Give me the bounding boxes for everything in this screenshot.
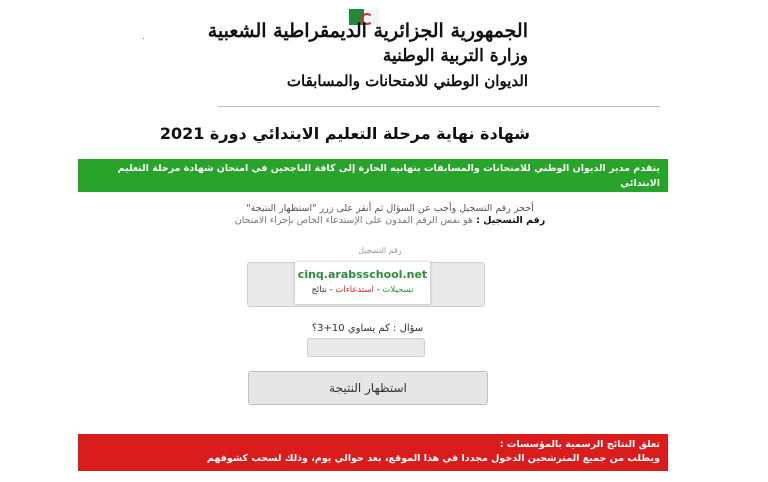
watermark-links — [295, 285, 430, 295]
watermark-link-convocations[interactable]: استدعاءات — [335, 285, 374, 295]
watermark-link-results[interactable]: نتائج — [311, 285, 327, 295]
captcha-answer-input[interactable] — [307, 338, 425, 357]
page-title: شهادة نهاية مرحلة التعليم الابتدائي دورة 2021 — [159, 124, 530, 143]
header-ministry: وزارة التربية الوطنية — [382, 46, 528, 66]
official-results-notice — [78, 434, 668, 471]
show-result-button[interactable]: استظهار النتيجة — [248, 371, 488, 405]
congratulations-line-2: كما يتمنى النجاح مستقبلا للذين لم يسعفهم الحظ في هذه الدورة — [221, 193, 525, 204]
watermark-sep-2: - — [326, 285, 336, 295]
watermark-sep-1: - — [373, 285, 383, 295]
registration-label: رقم التسجيل — [358, 246, 402, 255]
header-divider — [218, 106, 660, 107]
instructions-reg-hint — [230, 215, 550, 227]
instructions-line: أحجز رقم التسجيل وأجب عن السؤال ثم أنقر على زرر "استظهار النتيجة" — [246, 203, 534, 214]
instructions-reg-label: رقم التسجيل : — [476, 215, 546, 226]
notice-line-1: تعلق النتائج الرسمية بالمؤسسات : — [499, 439, 660, 450]
watermark-link-registrations[interactable]: تسجيلات — [382, 285, 414, 295]
notice-line-2: ويطلب من جميع المترشحين الدخول مجددا في هذا الموقع، بعد حوالي يوم، وذلك لسحب كشوفهم — [206, 453, 660, 464]
header-republic: الجمهورية الجزائرية الديمقراطية الشعبية — [207, 20, 528, 42]
instructions-reg-hint-text: هو نفس الرقم المدون على الإستدعاء الخاص بإجراء الامتحان — [234, 215, 474, 226]
header-office: الديوان الوطني للامتحانات والمسابقات — [286, 72, 528, 90]
congratulations-line-1: يتقدم مدير الديوان الوطني للامتحانات والمسابقات بتهانيه الحارة إلى كافة الناجحين في امتحان شهادة مرحلة التعليم الابتدائي — [117, 163, 660, 189]
site-watermark — [295, 262, 430, 304]
captcha-question-label: سؤال : كم يساوي 10+3؟ — [311, 323, 424, 334]
decorative-dot — [143, 38, 144, 39]
instructions — [230, 203, 550, 227]
watermark-url: cinq.arabsschool.net — [297, 268, 428, 281]
congratulations-banner — [78, 159, 668, 204]
